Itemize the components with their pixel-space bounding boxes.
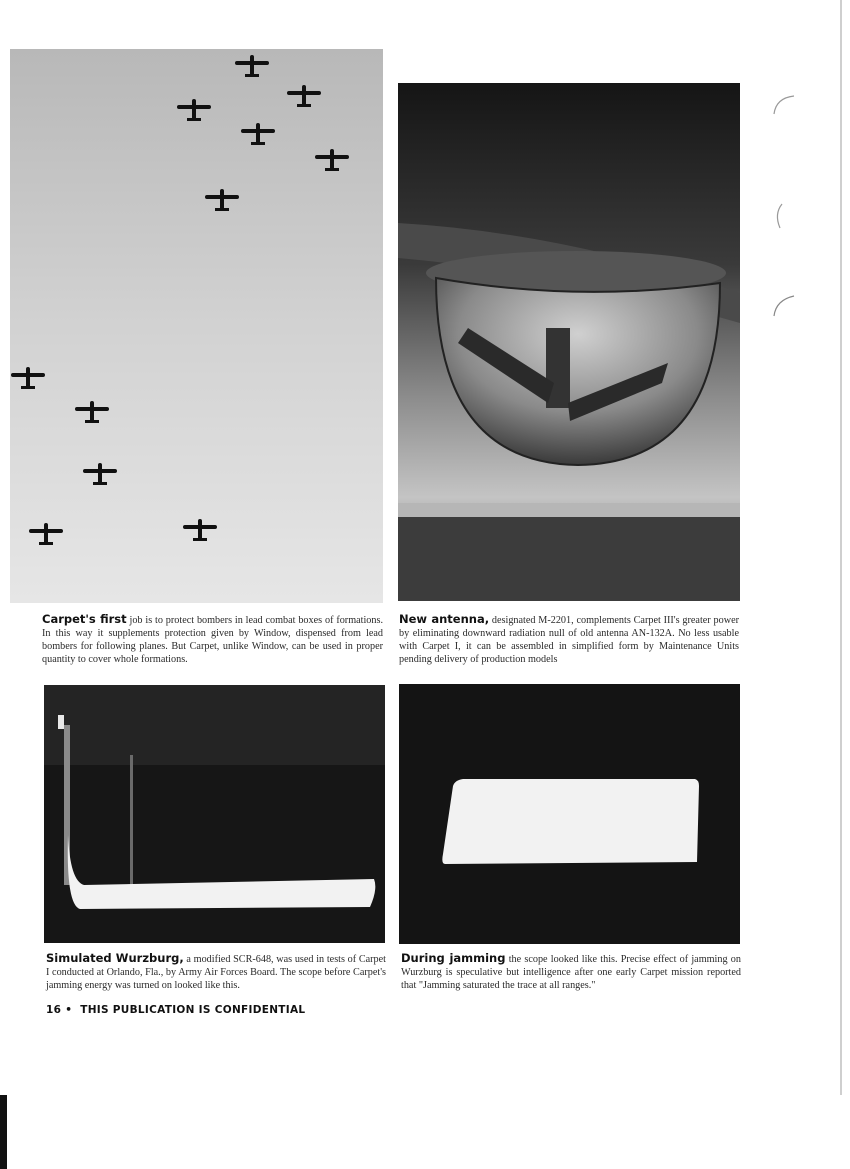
caption-text: designated M-2201, complements Carpet III's greater power by eliminating downward radiation null of old antenna AN-132A. No less usable with Carpet I, it can be assembled in simplified form by Maintenance Units pending delivery of production models: [399, 615, 739, 665]
page-footer: [46, 1004, 305, 1016]
caption-during-jamming: [401, 952, 741, 992]
footer-bullet: •: [65, 1004, 73, 1016]
scope-before-image: [44, 685, 385, 943]
antenna-image: [398, 83, 740, 601]
caption-carpet-first: [42, 613, 383, 666]
caption-text: the scope looked like this. Precise effect of jamming on Wurzburg is speculative but intelligence after one early Carpet mission reported that "Jamming saturated the trace at all ranges.": [401, 954, 741, 991]
page-number: 16: [46, 1004, 62, 1016]
caption-text: job is to protect bombers in lead combat boxes of formations. In this way it supplements protection given by Window, dispensed from lead bombers for following planes. But Carpet, unlike Window, can be used in proper quantity to cover whole formations.: [42, 615, 383, 665]
caption-lead: New antenna,: [399, 612, 490, 626]
scan-edge-left: [0, 1095, 7, 1169]
caption-new-antenna: [399, 613, 739, 666]
scope-during-jamming-photo: [399, 684, 740, 944]
caption-text: a modified SCR-648, was used in tests of Carpet I conducted at Orlando, Fla., by Army Air Forces Board. The scope before Carpet's jamming energy was turned on looked like this.: [46, 954, 386, 991]
binder-holes: [768, 92, 798, 332]
bomber-formation-image: [10, 49, 383, 603]
confidential-notice: THIS PUBLICATION IS CONFIDENTIAL: [80, 1004, 306, 1016]
antenna-photo: [398, 83, 740, 601]
caption-lead: During jamming: [401, 951, 506, 965]
scope-jammed-image: [399, 684, 740, 944]
bomber-formation-photo: [10, 49, 383, 603]
caption-lead: Simulated Wurzburg,: [46, 951, 184, 965]
caption-simulated-wurzburg: [46, 952, 386, 992]
page-edge-right: [840, 0, 842, 1095]
caption-lead: Carpet's first: [42, 612, 127, 626]
scope-before-jamming-photo: [44, 685, 385, 943]
